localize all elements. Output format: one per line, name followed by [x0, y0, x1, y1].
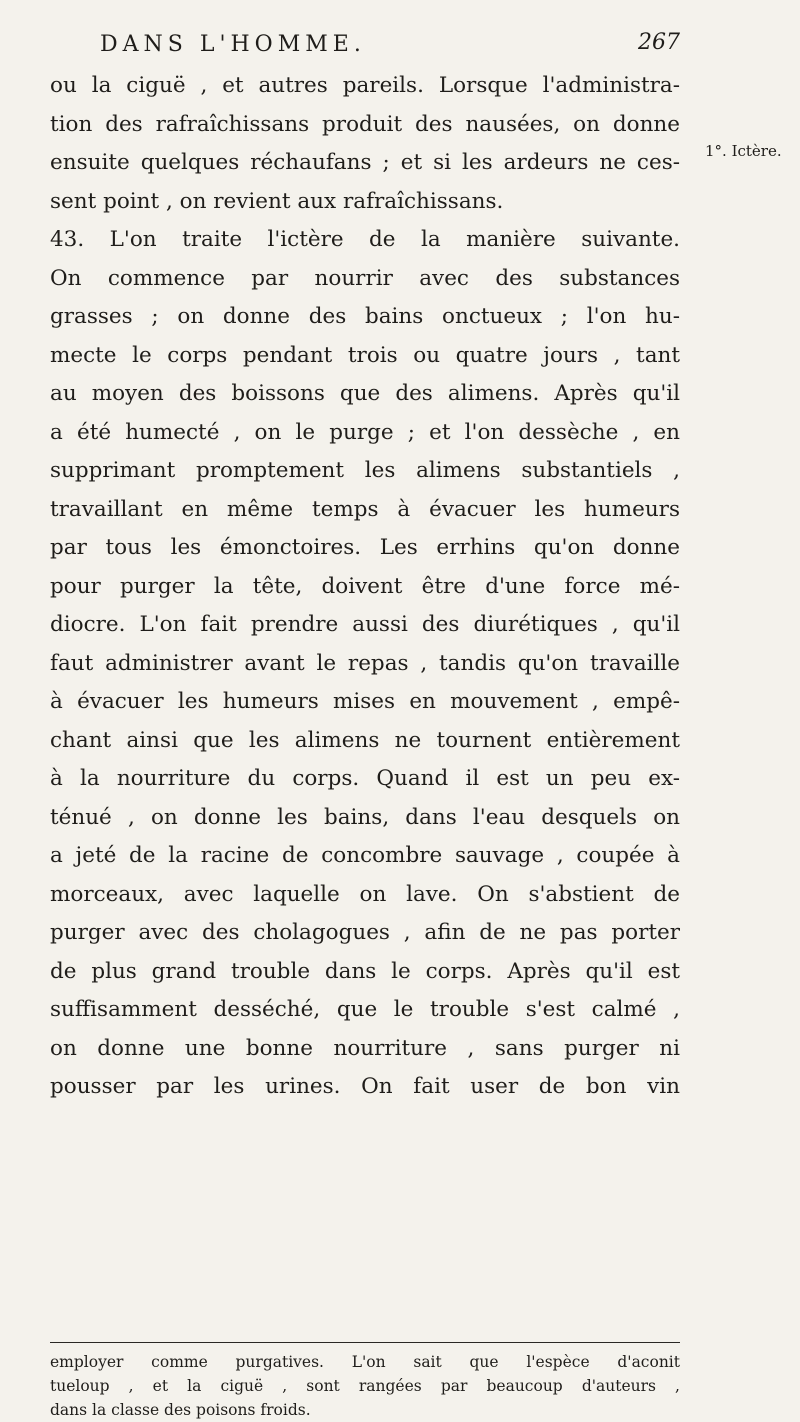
- text-line: à évacuer les humeurs mises en mouvement , empê-: [50, 689, 680, 714]
- text-line: ténué , on donne les bains, dans l'eau desquels on: [50, 804, 680, 830]
- margin-note: 1°. Ictère.: [705, 142, 782, 160]
- text-line: purger avec des cholagogues , afin de ne pas porter: [50, 920, 680, 945]
- text-line: chant ainsi que les alimens ne tournent entièrement: [50, 727, 680, 753]
- footnote-line: dans la classe des poisons froids.: [50, 1401, 311, 1419]
- text-line: 43. L'on traite l'ictère de la manière suivante.: [50, 227, 680, 252]
- footnote-divider: [50, 1342, 680, 1343]
- text-line: a été humecté , on le purge ; et l'on dessèche , en: [50, 419, 680, 445]
- text-line: de plus grand trouble dans le corps. Après qu'il est: [50, 958, 680, 984]
- footnote-line: tueloup , et la ciguë , sont rangées par beaucoup d'auteurs ,: [50, 1377, 680, 1395]
- text-line: pour purger la tête, doivent être d'une force mé-: [50, 573, 680, 599]
- footnote-line: employer comme purgatives. L'on sait que l'espèce d'aconit: [50, 1353, 680, 1371]
- page-header: [100, 26, 680, 66]
- text-line: ensuite quelques réchaufans ; et si les ardeurs ne ces-: [50, 150, 680, 175]
- text-line: grasses ; on donne des bains onctueux ; l'on hu-: [50, 304, 680, 329]
- running-title: DANS L'HOMME.: [100, 32, 366, 57]
- text-line: pousser par les urines. On fait user de bon vin: [50, 1074, 680, 1099]
- text-line: ou la ciguë , et autres pareils. Lorsque l'administra-: [50, 73, 680, 98]
- text-line: diocre. L'on fait prendre aussi des diurétiques , qu'il: [50, 612, 680, 637]
- text-line: a jeté de la racine de concombre sauvage , coupée à: [50, 843, 680, 868]
- text-line: tion des rafraîchissans produit des nausées, on donne: [50, 111, 680, 137]
- footnote: [50, 1350, 680, 1422]
- text-line: on donne une bonne nourriture , sans purger ni: [50, 1035, 680, 1061]
- text-line: mecte le corps pendant trois ou quatre jours , tant: [50, 342, 680, 368]
- text-line: par tous les émonctoires. Les errhins qu'on donne: [50, 535, 680, 560]
- page-number: 267: [638, 30, 680, 55]
- text-line: au moyen des boissons que des alimens. Après qu'il: [50, 381, 680, 406]
- text-line: supprimant promptement les alimens substantiels ,: [50, 458, 680, 483]
- text-line: suffisamment desséché, que le trouble s'est calmé ,: [50, 997, 680, 1022]
- body-text: [50, 67, 680, 1107]
- text-line: à la nourriture du corps. Quand il est un peu ex-: [50, 766, 680, 791]
- text-line: On commence par nourrir avec des substances: [50, 265, 680, 291]
- text-line: faut administrer avant le repas , tandis qu'on travaille: [50, 650, 680, 676]
- text-line: sent point , on revient aux rafraîchissans.: [50, 188, 504, 214]
- text-line: travaillant en même temps à évacuer les humeurs: [50, 496, 680, 522]
- text-line: morceaux, avec laquelle on lave. On s'abstient de: [50, 881, 680, 907]
